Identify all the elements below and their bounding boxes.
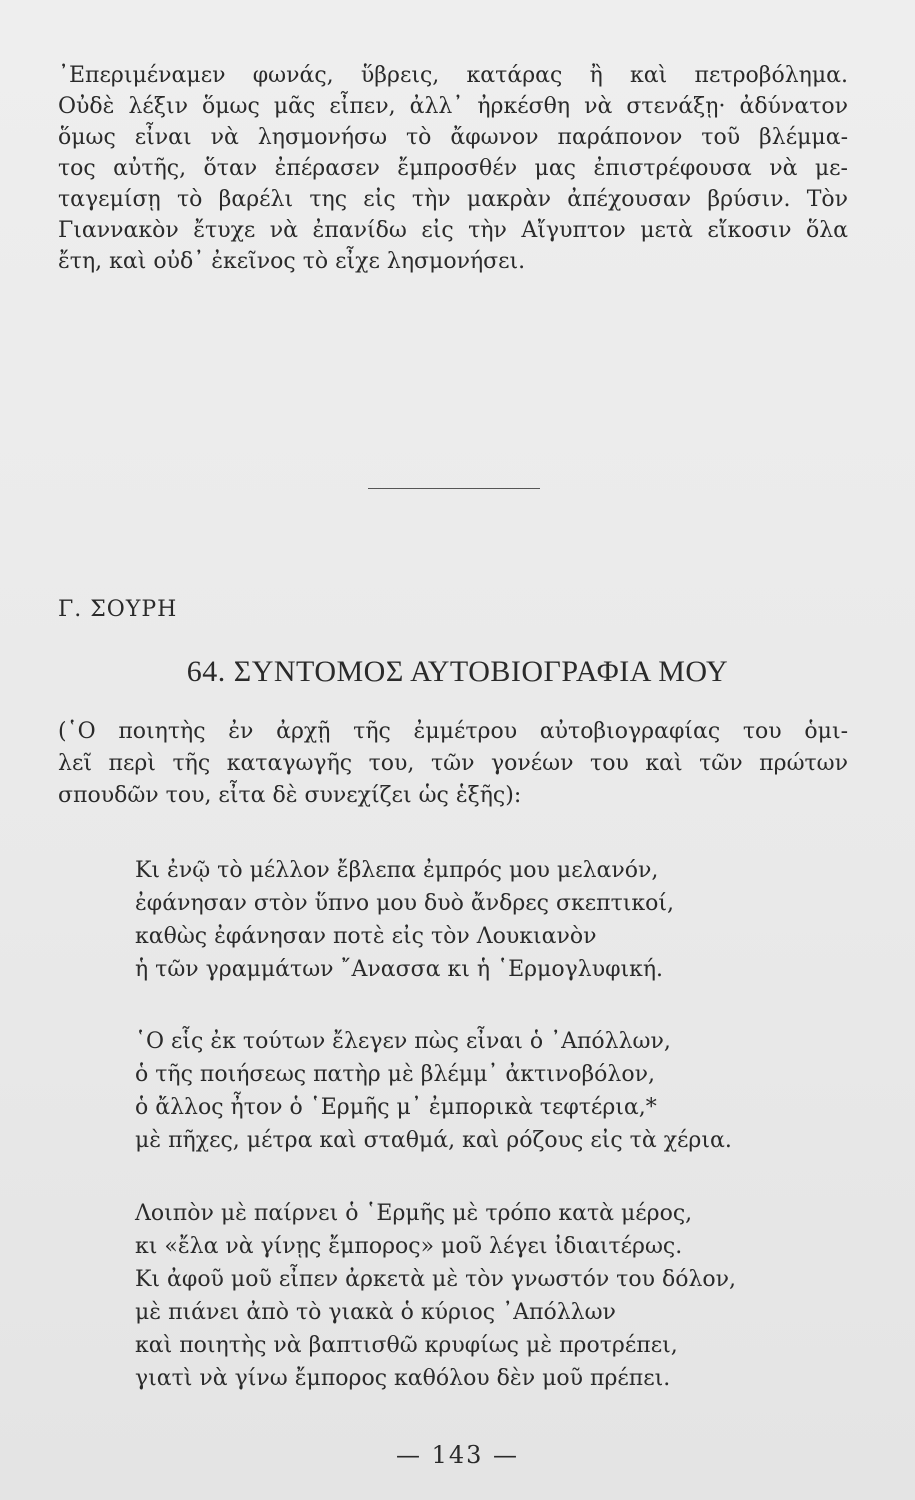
intro-line: (῾Ο ποιητὴς ἐν ἀρχῇ τῆς ἐμμέτρου αὐτοβιογραφίας του ὁμι-: [58, 719, 848, 744]
text-line: Γιαννακὸν ἔτυχε νὰ ἐπανίδω εἰς τὴν Αἴγυπτον μετὰ εἴκοσιν ὅλα: [58, 218, 848, 243]
poem-intro: [58, 716, 848, 812]
verse-line: ἐφάνησαν στὸν ὕπνο μου δυὸ ἄνδρες σκεπτικοί,: [135, 891, 675, 916]
intro-line: σπουδῶν του, εἶτα δὲ συνεχίζει ὡς ἑξῆς):: [58, 783, 522, 808]
poem-title: 64. ΣΥΝΤΟΜΟΣ ΑΥΤΟΒΙΟΓΡΑΦΙΑ ΜΟΥ: [186, 655, 729, 688]
text-line: τος αὐτῆς, ὅταν ἐπέρασεν ἔμπροσθέν μας ἐπιστρέφουσα νὰ με-: [58, 156, 848, 181]
text-line: ἔτη, καὶ οὐδ᾿ ἐκεῖνος τὸ εἶχε λησμονήσει.: [58, 249, 526, 274]
author-name: Γ. ΣΟΥΡΗ: [58, 597, 178, 622]
verse-line: καὶ ποιητὴς νὰ βαπτισθῶ κρυφίως μὲ προτρέπει,: [135, 1333, 678, 1358]
text-line: ὅμως εἶναι νὰ λησμονήσω τὸ ἄφωνον παράπονον τοῦ βλέμμα-: [58, 125, 848, 150]
page-number: — 143 —: [395, 1441, 520, 1469]
stanza-2: [135, 1025, 732, 1157]
text-line: ᾿Επεριμέναμεν φωνάς, ὕβρεις, κατάρας ἢ καὶ πετροβόλημα.: [58, 63, 848, 88]
verse-line: κι «ἔλα νὰ γίνῃς ἔμπορος» μοῦ λέγει ἰδιαιτέρως.: [135, 1234, 683, 1259]
section-divider: [368, 488, 540, 489]
verse-line: Κι ἐνῷ τὸ μέλλον ἔβλεπα ἐμπρός μου μελανόν,: [135, 858, 659, 883]
verse-line: Κι ἀφοῦ μοῦ εἶπεν ἀρκετὰ μὲ τὸν γνωστόν του δόλον,: [135, 1267, 737, 1292]
paragraph-text: [58, 60, 848, 277]
verse-line: ἡ τῶν γραμμάτων ῎Ανασσα κι ἡ ῾Ερμογλυφική.: [135, 957, 664, 982]
verse-line: γιατὶ νὰ γίνω ἔμπορος καθόλου δὲν μοῦ πρέπει.: [135, 1366, 671, 1391]
verse-line: Λοιπὸν μὲ παίρνει ὁ ῾Ερμῆς μὲ τρόπο κατὰ μέρος,: [135, 1201, 693, 1226]
intro-line: λεῖ περὶ τῆς καταγωγῆς του, τῶν γονέων του καὶ τῶν πρώτων: [58, 751, 848, 776]
verse-line: ὁ τῆς ποιήσεως πατὴρ μὲ βλέμμ᾿ ἀκτινοβόλον,: [135, 1062, 655, 1087]
stanza-3: [135, 1197, 736, 1395]
text-line: ταγεμίσῃ τὸ βαρέλι της εἰς τὴν μακρὰν ἀπέχουσαν βρύσιν. Τὸν: [58, 187, 848, 212]
verse-line: μὲ πιάνει ἀπὸ τὸ γιακὰ ὁ κύριος ᾿Απόλλων: [135, 1300, 616, 1325]
verse-line: ῾Ο εἷς ἐκ τούτων ἔλεγεν πὼς εἶναι ὁ ᾿Απόλλων,: [135, 1029, 671, 1054]
verse-line: ὁ ἄλλος ἦτον ὁ ῾Ερμῆς μ᾿ ἐμπορικὰ τεφτέρια,*: [135, 1095, 657, 1120]
text-line: Οὐδὲ λέξιν ὅμως μᾶς εἶπεν, ἀλλ᾿ ἠρκέσθη νὰ στενάξῃ· ἀδύνατον: [58, 94, 848, 119]
stanza-1: [135, 854, 674, 986]
verse-line: καθὼς ἐφάνησαν ποτὲ εἰς τὸν Λουκιανὸν: [135, 924, 597, 949]
verse-line: μὲ πῆχες, μέτρα καὶ σταθμά, καὶ ρόζους εἰς τὰ χέρια.: [135, 1128, 732, 1153]
